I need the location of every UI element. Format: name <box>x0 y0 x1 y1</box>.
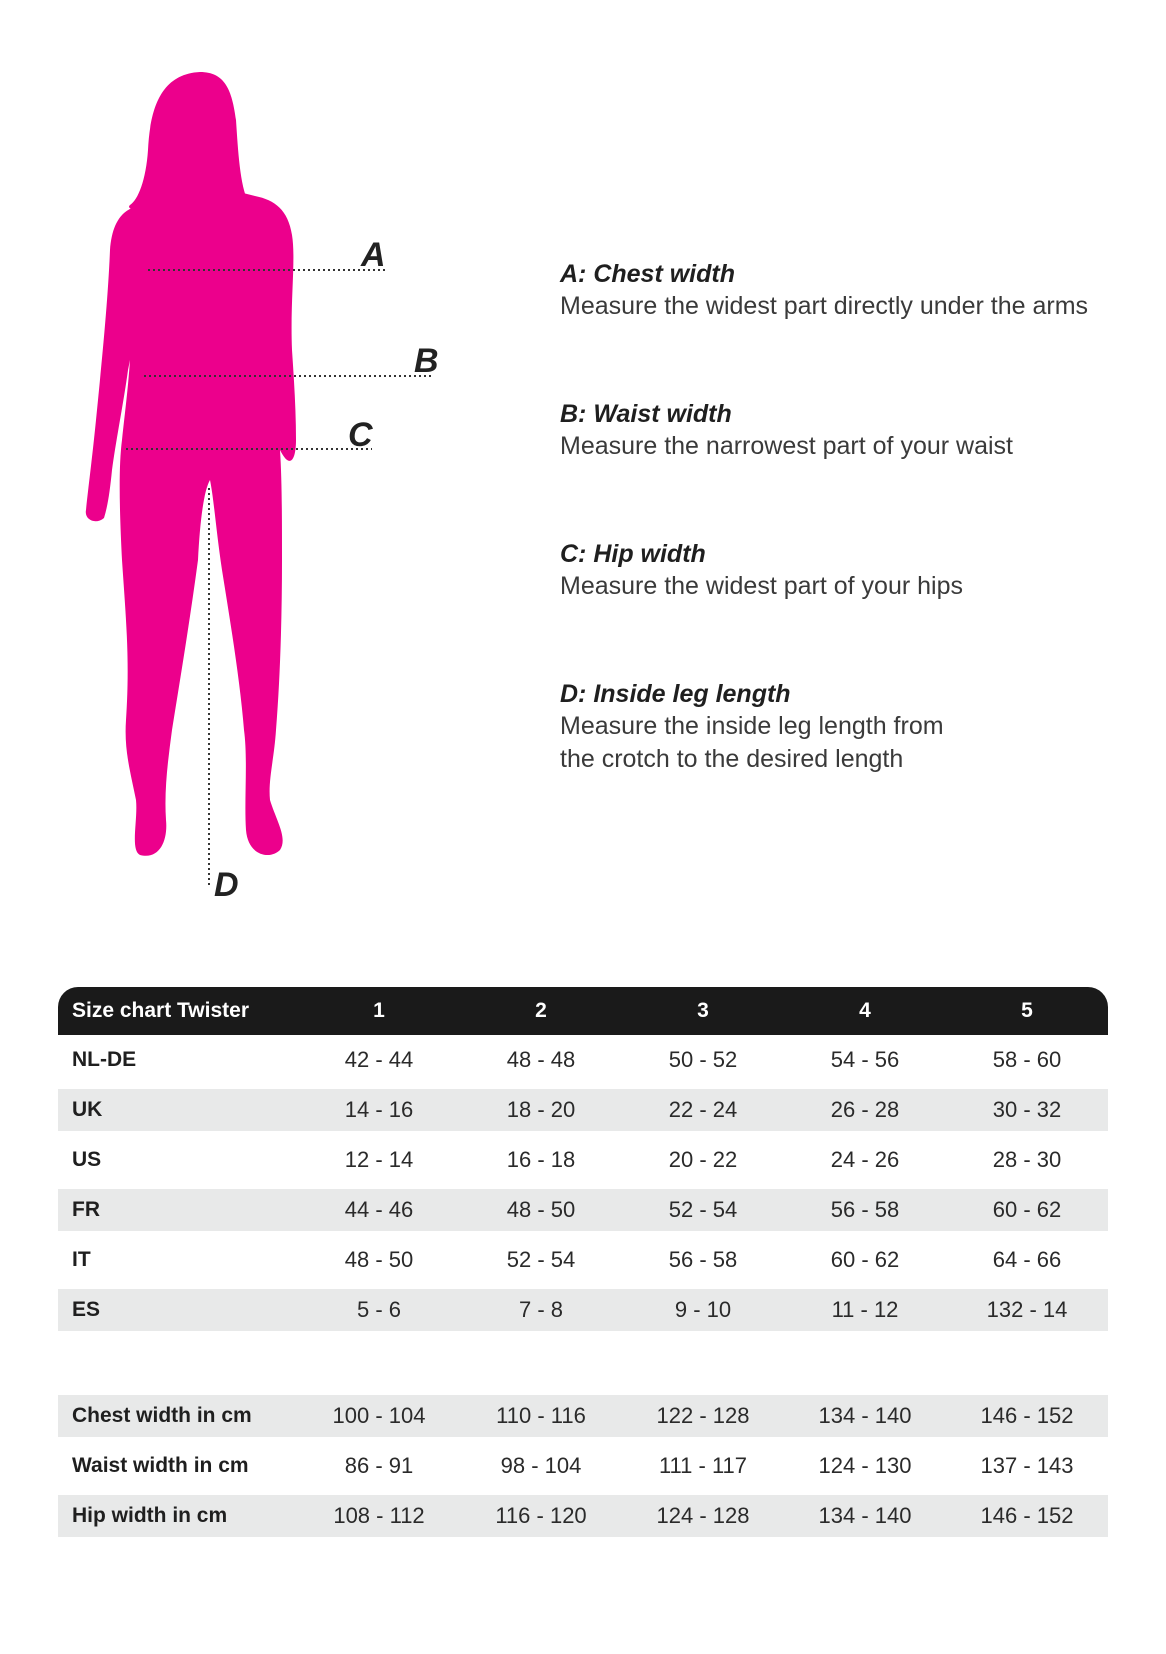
table-cell: 134 - 140 <box>818 1503 912 1528</box>
table-cell: 20 - 22 <box>668 1147 738 1172</box>
definition-inside-leg <box>560 678 1140 776</box>
table-cell: 124 - 128 <box>656 1503 750 1528</box>
measurement-rows <box>58 1395 1108 1537</box>
silhouette-figure <box>0 0 520 940</box>
definition-chest <box>560 258 1140 323</box>
table-cell: 7 - 8 <box>518 1297 564 1322</box>
row-label: US <box>72 1148 102 1171</box>
table-row <box>58 1441 1108 1491</box>
definition-desc: the crotch to the desired length <box>560 745 904 773</box>
table-cell: 58 - 60 <box>992 1047 1062 1072</box>
definition-waist <box>560 398 1140 463</box>
table-row <box>58 1135 1108 1185</box>
table-row <box>58 1495 1108 1537</box>
table-cell: 111 - 117 <box>658 1453 748 1478</box>
table-cell: 100 - 104 <box>332 1403 426 1428</box>
table-cell: 122 - 128 <box>656 1403 750 1428</box>
table-cell: 86 - 91 <box>344 1453 414 1478</box>
table-cell: 30 - 32 <box>992 1097 1062 1122</box>
definition-title: D: Inside leg length <box>560 680 791 708</box>
row-label: Waist width in cm <box>72 1454 249 1477</box>
row-label: ES <box>72 1298 101 1321</box>
table-row <box>58 1289 1108 1331</box>
table-row <box>58 1235 1108 1285</box>
table-row <box>58 1035 1108 1085</box>
table-row <box>58 1189 1108 1231</box>
table-cell: 18 - 20 <box>506 1097 576 1122</box>
table-cell: 110 - 116 <box>496 1403 586 1428</box>
table-cell: 52 - 54 <box>668 1197 738 1222</box>
size-header-cell: 3 <box>697 999 709 1022</box>
definition-title: B: Waist width <box>560 400 732 428</box>
table-cell: 124 - 130 <box>818 1453 912 1478</box>
table-cell: 56 - 58 <box>668 1247 738 1272</box>
size-header-cell: 2 <box>535 999 547 1022</box>
table-cell: 64 - 66 <box>992 1247 1062 1272</box>
table-cell: 52 - 54 <box>506 1247 576 1272</box>
size-rows <box>58 1035 1108 1331</box>
definition-desc: Measure the widest part directly under the arms <box>560 292 1089 320</box>
definition-desc: Measure the inside leg length from <box>560 712 944 740</box>
table-cell: 14 - 16 <box>344 1097 414 1122</box>
table-cell: 116 - 120 <box>495 1503 587 1528</box>
table-cell: 5 - 6 <box>356 1297 402 1322</box>
table-cell: 146 - 152 <box>980 1503 1074 1528</box>
woman-silhouette <box>86 72 296 856</box>
table-cell: 48 - 50 <box>506 1197 576 1222</box>
marker-c: C <box>348 416 373 454</box>
row-label: Hip width in cm <box>72 1504 228 1527</box>
row-label: NL-DE <box>72 1048 137 1071</box>
table-cell: 54 - 56 <box>830 1047 900 1072</box>
table-cell: 22 - 24 <box>668 1097 738 1122</box>
table-cell: 42 - 44 <box>344 1047 414 1072</box>
table-cell: 16 - 18 <box>506 1147 576 1172</box>
table-cell: 146 - 152 <box>980 1403 1074 1428</box>
size-header-cell: 4 <box>859 999 871 1022</box>
row-label: UK <box>72 1098 103 1121</box>
measurement-table <box>58 1391 1108 1541</box>
definition-title: A: Chest width <box>560 260 735 288</box>
size-chart-header <box>58 987 1108 1035</box>
table-cell: 24 - 26 <box>830 1147 900 1172</box>
table-row <box>58 1395 1108 1437</box>
table-cell: 26 - 28 <box>830 1097 900 1122</box>
table-cell: 9 - 10 <box>674 1297 732 1322</box>
table-cell: 137 - 143 <box>980 1453 1074 1478</box>
size-header-cell: 1 <box>373 999 385 1022</box>
table-cell: 48 - 50 <box>344 1247 414 1272</box>
table-cell: 28 - 30 <box>992 1147 1062 1172</box>
definition-desc: Measure the narrowest part of your waist <box>560 432 1013 460</box>
size-chart-title: Size chart Twister <box>72 999 250 1022</box>
table-cell: 56 - 58 <box>830 1197 900 1222</box>
table-cell: 134 - 140 <box>818 1403 912 1428</box>
definition-desc: Measure the widest part of your hips <box>560 572 963 600</box>
definition-hip <box>560 538 1140 603</box>
row-label: Chest width in cm <box>72 1404 252 1427</box>
table-cell: 12 - 14 <box>344 1147 414 1172</box>
size-chart-table <box>58 987 1108 1335</box>
row-label: FR <box>72 1198 100 1221</box>
marker-b: B <box>414 342 439 380</box>
table-cell: 60 - 62 <box>992 1197 1062 1222</box>
marker-d: D <box>214 866 239 904</box>
table-cell: 132 - 14 <box>986 1297 1068 1322</box>
marker-a: A <box>361 236 386 274</box>
table-cell: 108 - 112 <box>333 1503 425 1528</box>
table-cell: 11 - 12 <box>831 1297 899 1322</box>
definition-title: C: Hip width <box>560 540 706 568</box>
body-figure <box>0 0 520 940</box>
table-cell: 50 - 52 <box>668 1047 738 1072</box>
table-cell: 60 - 62 <box>830 1247 900 1272</box>
table-cell: 48 - 48 <box>506 1047 576 1072</box>
table-cell: 44 - 46 <box>344 1197 414 1222</box>
table-cell: 98 - 104 <box>500 1453 582 1478</box>
row-label: IT <box>72 1248 91 1271</box>
size-header-cell: 5 <box>1021 999 1033 1022</box>
table-row <box>58 1089 1108 1131</box>
